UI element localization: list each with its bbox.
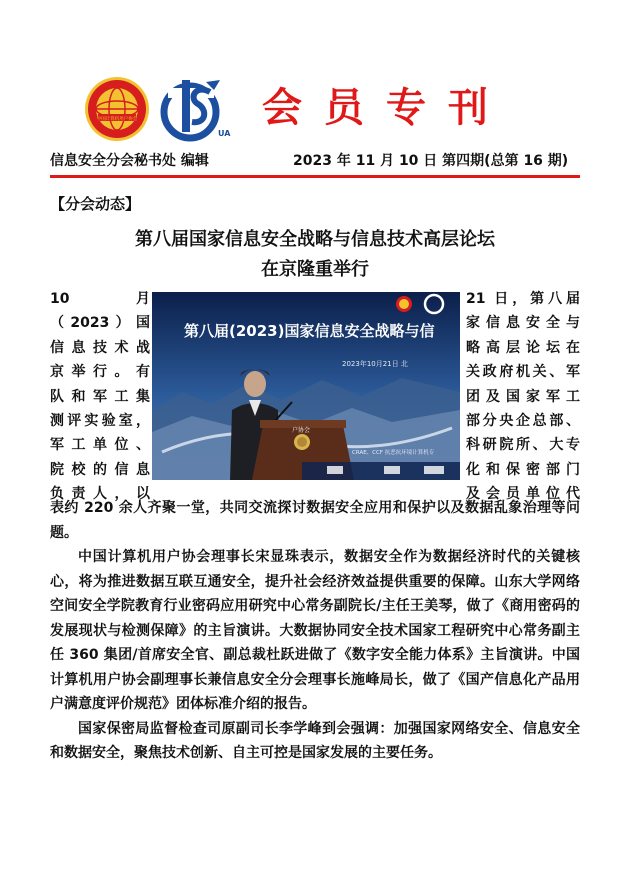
wrap-right-line: 科研院所、大专	[466, 437, 580, 454]
issue-date: 2023 年 11 月 10 日 第四期(总第 16 期)	[293, 153, 569, 169]
wrap-left-line: （2023）国	[50, 315, 150, 332]
wrap-right-line: 团及国家军工	[466, 388, 580, 405]
banner-title: 第八届(2023)国家信息安全战略与信	[184, 322, 435, 340]
wrap-left-line: 10 月	[50, 291, 150, 307]
wrap-left-line: 测评实验室，	[50, 413, 150, 430]
logo2-caption: UA	[218, 129, 231, 138]
forum-photo	[152, 292, 460, 480]
wrap-left-line: 队和军工集	[50, 388, 150, 405]
wrap-left-line: 军工单位、	[50, 437, 150, 454]
paragraph-1-tail: 表约 220 余人齐聚一堂，共同交流探讨数据安全应用和保护以及数据乱象治理等问题。	[50, 500, 580, 541]
issue-line	[50, 150, 580, 172]
podium-text: 户协会	[292, 427, 311, 434]
header	[0, 0, 628, 150]
header-divider	[50, 175, 580, 178]
wrap-text-left	[50, 287, 150, 507]
wrap-right-line: 部分央企总部、	[466, 413, 580, 430]
wrap-right-line: 化和保密部门	[466, 461, 580, 478]
article-body	[50, 496, 580, 766]
wrap-left-line: 院校的信息	[50, 461, 150, 478]
infosec-logo-icon	[158, 74, 232, 144]
banner-footer: CRAE、CCF 抗恶抗环境计算机专	[352, 450, 435, 456]
title-line-1: 第八届国家信息安全战略与信息技术高层论坛	[135, 229, 495, 250]
title-line-2: 在京隆重举行	[261, 259, 369, 280]
paragraph-3: 国家保密局监督检查司原副司长李学峰到会强调：加强国家网络安全、信息安全和数据安全，聚焦技术创新、自主可控是国家发展的主要任务。	[50, 720, 580, 761]
masthead-title: 会员专刊	[262, 85, 510, 131]
paragraph-2: 中国计算机用户协会理事长宋显珠表示，数据安全作为数据经济时代的关键核心，将为推进数据互联互通安全，提升社会经济效益提供重要的保障。山东大学网络空间安全学院教育行业密码应用研究中心常务副院长/主任王美琴，做了《商用密码的发展现状与检测保障》的主旨演讲。大数据协同安全技术国家工程研究中心常务副主任 360 集团/首席安全官、副总裁杜跃进做了《数字安全能力体系》主旨演讲。中国计算机用户协会副理事长兼信息安全分会理事长施峰局长，做了《国产信息化产品用户满意度评价规范》团体标准介绍的报告。	[50, 549, 580, 712]
wrap-right-line: 略高层论坛在	[466, 339, 580, 356]
article-title	[50, 225, 580, 285]
editor-credit: 信息安全分会秘书处 编辑	[50, 153, 209, 169]
wrap-right-line: 21 日，第八届	[466, 291, 580, 307]
wrap-left-line: 负责人，以	[50, 486, 150, 503]
wrap-right-line: 及会员单位代	[466, 486, 580, 503]
wrap-left-line: 信息技术战	[50, 339, 150, 356]
logo1-caption: 中国计算机用户协会	[96, 117, 138, 122]
wrap-right-line: 关政府机关、军	[466, 364, 580, 381]
section-tag: 【分会动态】	[50, 195, 141, 213]
wrap-left-line: 京举行。有	[50, 364, 150, 381]
wrap-text-right	[466, 287, 580, 507]
wrap-right-line: 家信息安全与	[466, 315, 580, 332]
banner-date: 2023年10月21日 北	[342, 360, 408, 368]
association-logo-icon	[84, 76, 150, 142]
